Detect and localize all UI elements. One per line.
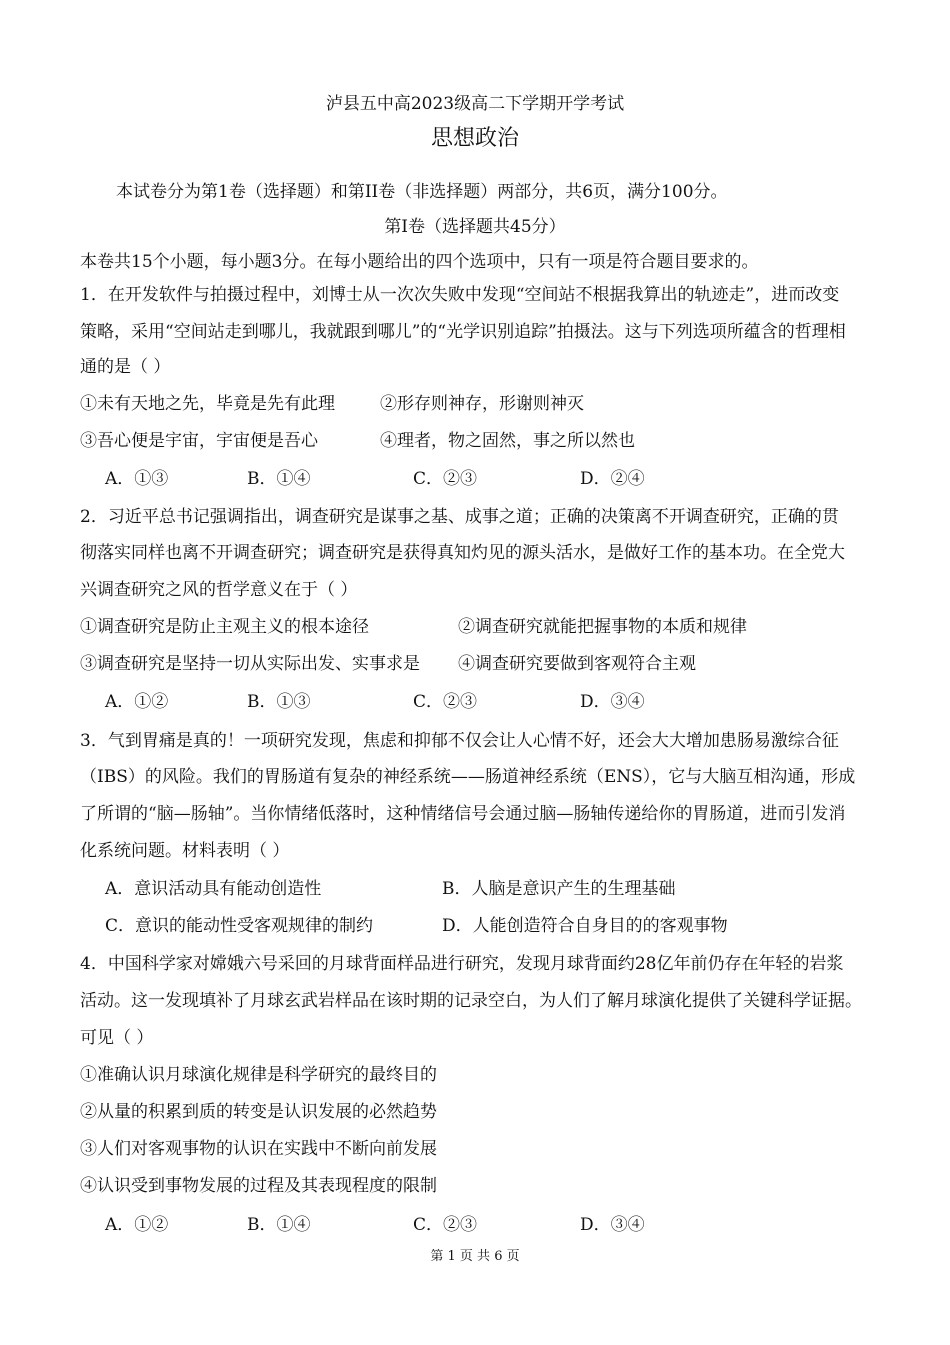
q4-statement-2: ②从量的积累到质的转变是认识发展的必然趋势: [80, 1102, 437, 1122]
q2-line-3: 兴调查研究之风的哲学意义在于（ ）: [80, 580, 358, 600]
q4-line-3: 可见（ ）: [80, 1028, 154, 1048]
q3-option-d: D．人能创造符合自身目的的客观事物: [442, 916, 728, 936]
q2-statement-2: ②调查研究就能把握事物的本质和规律: [458, 617, 747, 637]
section-heading: 第I卷（选择题共45分）: [384, 217, 566, 237]
page-footer: 第 1 页 共 6 页: [430, 1249, 520, 1264]
q3-option-b: B．人脑是意识产生的生理基础: [442, 879, 676, 899]
q1-statement-4: ④理者，物之固然，事之所以然也: [380, 431, 635, 451]
section-instruction: 本卷共15个小题，每小题3分。在每小题给出的四个选项中，只有一项是符合题目要求的。: [80, 252, 759, 272]
q3-line-4: 化系统问题。材料表明（ ）: [80, 841, 290, 861]
q1-statement-2: ②形存则神存，形谢则神灭: [380, 394, 584, 414]
q1-option-d: D．②④: [580, 469, 645, 489]
q2-option-d: D．③④: [580, 692, 645, 712]
q2-statement-4: ④调查研究要做到客观符合主观: [458, 654, 696, 674]
q4-statement-1: ①准确认识月球演化规律是科学研究的最终目的: [80, 1065, 437, 1085]
q3-line-1: 3．气到胃痛是真的！一项研究发现，焦虑和抑郁不仅会让人心情不好，还会大大增加患肠易激综合征: [80, 731, 839, 751]
q4-option-c: C．②③: [413, 1215, 478, 1235]
q1-statement-1: ①未有天地之先，毕竟是先有此理: [80, 394, 335, 414]
q2-line-1: 2．习近平总书记强调指出，调查研究是谋事之基、成事之道；正确的决策离不开调查研究，正确的贯: [80, 507, 839, 527]
exam-title: 泸县五中高2023级高二下学期开学考试: [325, 94, 625, 114]
subject-title: 思想政治: [430, 126, 519, 151]
q2-statement-1: ①调查研究是防止主观主义的根本途径: [80, 617, 369, 637]
q2-option-b: B．①③: [247, 692, 311, 712]
q1-statement-3: ③吾心便是宇宙，宇宙便是吾心: [80, 431, 318, 451]
q1-line-1: 1．在开发软件与拍摄过程中，刘博士从一次次失败中发现“空间站不根据我算出的轨迹走”，进而改变: [80, 285, 840, 305]
q2-statement-3: ③调查研究是坚持一切从实际出发、实事求是: [80, 654, 420, 674]
q2-option-a: A．①②: [105, 692, 169, 712]
q1-line-2: 策略，采用“空间站走到哪儿，我就跟到哪儿”的“光学识别追踪”拍摄法。这与下列选项所蕴含的哲理相: [80, 322, 846, 342]
q1-option-a: A．①③: [105, 469, 169, 489]
q2-line-2: 彻落实同样也离不开调查研究；调查研究是获得真知灼见的源头活水，是做好工作的基本功。在全党大: [80, 543, 845, 563]
q4-statement-3: ③人们对客观事物的认识在实践中不断向前发展: [80, 1139, 437, 1159]
q4-option-b: B．①④: [247, 1215, 311, 1235]
q3-line-2: （IBS）的风险。我们的胃肠道有复杂的神经系统——肠道神经系统（ENS），它与大脑互相沟通，形成: [80, 767, 856, 787]
q1-option-c: C．②③: [413, 469, 478, 489]
q3-option-a: A．意识活动具有能动创造性: [105, 879, 322, 899]
q1-line-3: 通的是（ ）: [80, 357, 171, 377]
q4-line-1: 4．中国科学家对嫦娥六号采回的月球背面样品进行研究，发现月球背面约28亿年前仍存在年轻的岩浆: [80, 954, 844, 974]
q1-option-b: B．①④: [247, 469, 311, 489]
q2-option-c: C．②③: [413, 692, 478, 712]
q4-option-a: A．①②: [105, 1215, 169, 1235]
q4-line-2: 活动。这一发现填补了月球玄武岩样品在该时期的记录空白，为人们了解月球演化提供了关键科学证据。: [80, 991, 862, 1011]
q4-option-d: D．③④: [580, 1215, 645, 1235]
exam-intro: 本试卷分为第1卷（选择题）和第II卷（非选择题）两部分，共6页，满分100分。: [116, 182, 728, 202]
q3-line-3: 了所谓的“脑—肠轴”。当你情绪低落时，这种情绪信号会通过脑—肠轴传递给你的胃肠道，进而引发消: [80, 804, 846, 824]
q4-statement-4: ④认识受到事物发展的过程及其表现程度的限制: [80, 1176, 437, 1196]
q3-option-c: C．意识的能动性受客观规律的制约: [105, 916, 374, 936]
